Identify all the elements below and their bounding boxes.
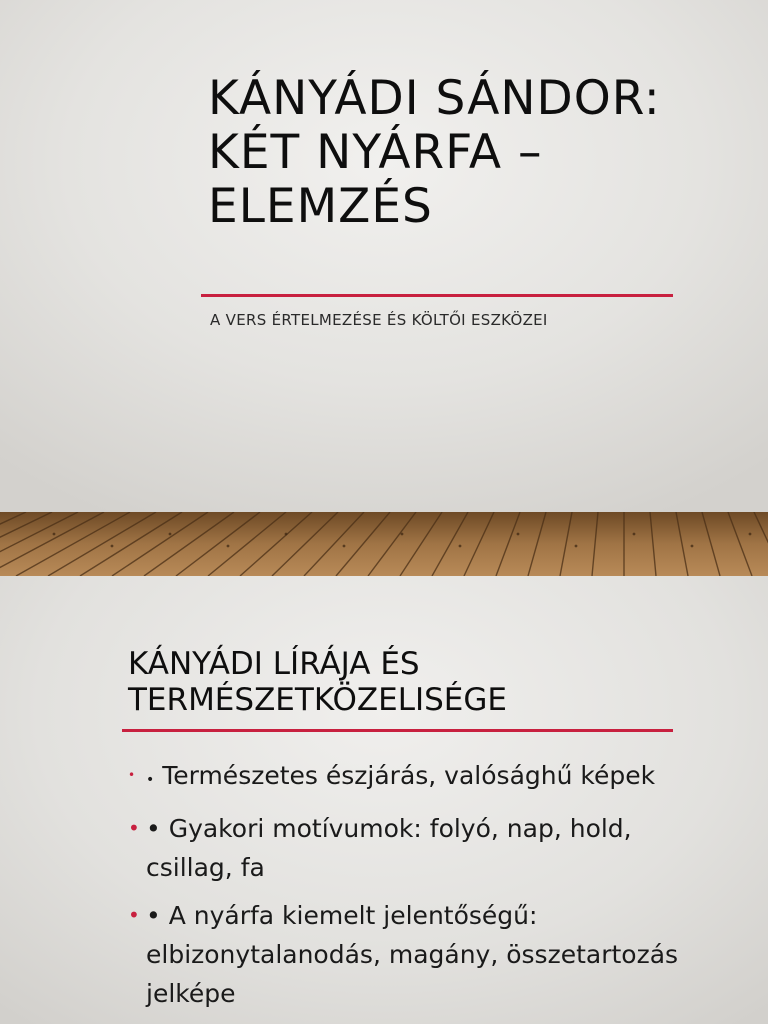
wood-planks-graphic (0, 512, 768, 576)
bullet-text: Természetes észjárás, valósághű képek (154, 761, 656, 790)
content-slide (0, 576, 768, 1024)
list-item (126, 809, 686, 887)
plank-nail (749, 533, 752, 536)
bullet-marker: • (128, 903, 140, 927)
plank-nail (285, 533, 288, 536)
inline-bullet: • (146, 901, 161, 930)
bullet-text: Gyakori motívumok: folyó, nap, hold, csillag, fa (146, 814, 632, 882)
slide-heading: KÁNYÁDI LÍRÁJA ÉS TERMÉSZETKÖZELISÉGE (128, 646, 507, 718)
plank-nail (111, 545, 114, 548)
list-item (126, 756, 686, 800)
wood-floor-decoration (0, 512, 768, 576)
inline-bullet: • (146, 814, 161, 843)
heading-divider (122, 729, 673, 732)
slide-subtitle: A VERS ÉRTELMEZÉSE ÉS KÖLTŐI ESZKÖZEI (210, 311, 548, 329)
slide-title: KÁNYÁDI SÁNDOR: KÉT NYÁRFA – ELEMZÉS (208, 71, 661, 234)
bullet-text: A nyárfa kiemelt jelentőségű: elbizonytalanodás, magány, összetartozás jelképe (146, 901, 679, 1008)
bullet-marker: • (128, 816, 140, 840)
plank-nail (169, 533, 172, 536)
plank-nail (575, 545, 578, 548)
list-item (126, 896, 686, 1013)
plank-nail (227, 545, 230, 548)
plank-nail (343, 545, 346, 548)
plank-nail (517, 533, 520, 536)
inline-bullet: • (146, 772, 155, 788)
plank-nail (633, 533, 636, 536)
bullet-list (126, 756, 686, 1022)
title-divider (201, 294, 673, 297)
plank-nail (53, 533, 56, 536)
plank-nail (691, 545, 694, 548)
bullet-marker: • (128, 768, 136, 782)
plank-nail (459, 545, 462, 548)
plank-nail (401, 533, 404, 536)
